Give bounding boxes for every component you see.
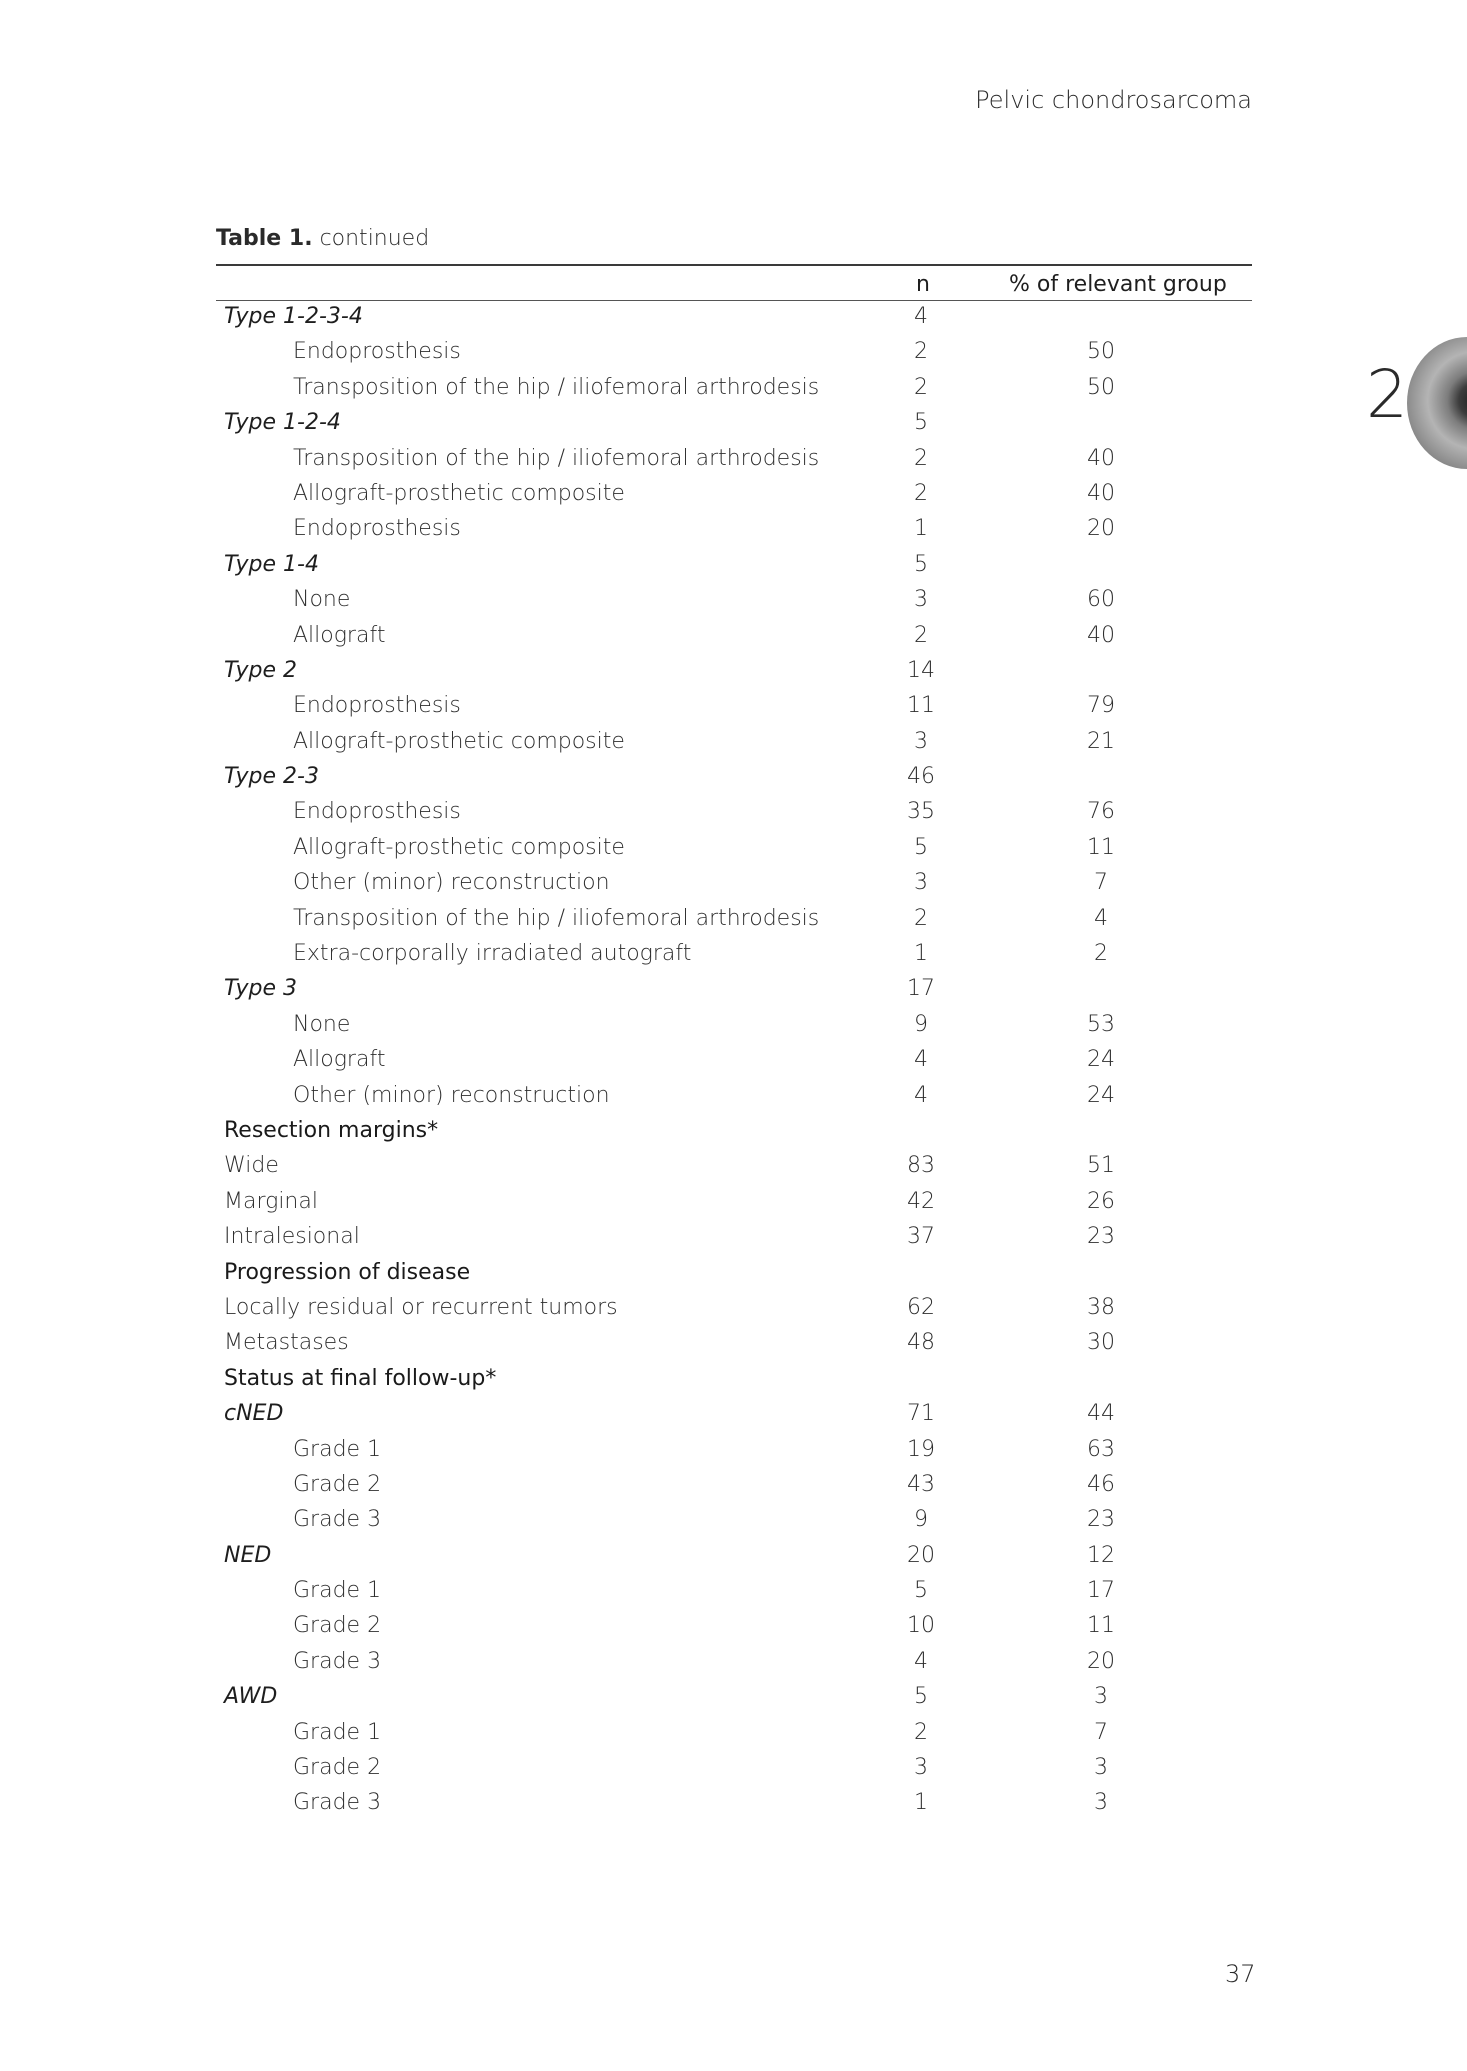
table-row	[216, 1646, 1252, 1681]
table-row	[216, 726, 1252, 761]
row-n-value: 48	[907, 1330, 935, 1356]
row-n-value: 2	[914, 374, 928, 400]
row-n-value: 4	[914, 1047, 928, 1073]
table-row	[216, 1434, 1252, 1469]
row-n-value: 2	[914, 905, 928, 931]
row-label: Type 1-4	[224, 551, 319, 577]
row-n-value: 2	[914, 1719, 928, 1745]
row-n-value: 2	[914, 445, 928, 471]
row-percent-value: 3	[1094, 1684, 1108, 1710]
row-n-value: 9	[914, 1507, 928, 1533]
row-percent-value: 7	[1094, 870, 1108, 896]
row-n-value: 42	[907, 1188, 935, 1214]
row-percent-value: 60	[1087, 587, 1115, 613]
column-header-percent: % of relevant group	[1009, 272, 1227, 297]
row-percent-value: 63	[1087, 1436, 1115, 1462]
table-row	[216, 1787, 1252, 1822]
row-n-value: 62	[907, 1294, 935, 1320]
row-percent-value: 3	[1094, 1755, 1108, 1781]
row-label: Transposition of the hip / iliofemoral arthrodesis	[293, 905, 820, 931]
row-label: Grade 2	[293, 1471, 382, 1497]
table-row	[216, 1044, 1252, 1079]
table-row	[216, 513, 1252, 548]
table-row	[216, 938, 1252, 973]
row-n-value: 9	[914, 1011, 928, 1037]
row-n-value: 19	[907, 1436, 935, 1462]
row-label: Other (minor) reconstruction	[293, 870, 610, 896]
row-n-value: 35	[907, 799, 935, 825]
table-row	[216, 796, 1252, 831]
row-n-value: 83	[907, 1153, 935, 1179]
row-n-value: 3	[914, 587, 928, 613]
row-percent-value: 11	[1087, 834, 1115, 860]
row-percent-value: 24	[1087, 1082, 1115, 1108]
row-label: Status at final follow-up*	[224, 1365, 497, 1391]
row-percent-value: 2	[1094, 941, 1108, 967]
table-row	[216, 584, 1252, 619]
table-row	[216, 1257, 1252, 1292]
row-n-value: 46	[907, 764, 935, 790]
row-percent-value: 24	[1087, 1047, 1115, 1073]
page-number: 37	[1225, 1960, 1256, 1988]
table-row	[216, 620, 1252, 655]
row-label: Type 2-3	[224, 764, 319, 790]
row-n-value: 2	[914, 339, 928, 365]
data-table	[216, 264, 1252, 1823]
row-percent-value: 23	[1087, 1507, 1115, 1533]
row-n-value: 5	[914, 834, 928, 860]
row-percent-value: 46	[1087, 1471, 1115, 1497]
row-n-value: 5	[914, 410, 928, 436]
row-label: Endoprosthesis	[293, 339, 461, 365]
table-row	[216, 761, 1252, 796]
table-row	[216, 655, 1252, 690]
row-n-value: 71	[907, 1401, 935, 1427]
row-n-value: 5	[914, 1578, 928, 1604]
row-n-value: 2	[914, 622, 928, 648]
row-percent-value: 51	[1087, 1153, 1115, 1179]
table-row	[216, 478, 1252, 513]
row-percent-value: 11	[1087, 1613, 1115, 1639]
row-label: Endoprosthesis	[293, 516, 461, 542]
table-row	[216, 1469, 1252, 1504]
row-label: Other (minor) reconstruction	[293, 1082, 610, 1108]
row-percent-value: 76	[1087, 799, 1115, 825]
row-label: Grade 3	[293, 1507, 382, 1533]
row-label: NED	[224, 1542, 272, 1568]
table-row	[216, 336, 1252, 371]
row-percent-value: 3	[1094, 1790, 1108, 1816]
row-n-value: 2	[914, 480, 928, 506]
table-row	[216, 690, 1252, 725]
table-row	[216, 1292, 1252, 1327]
row-n-value: 4	[914, 304, 928, 329]
table-row	[216, 1717, 1252, 1752]
table-row	[216, 832, 1252, 867]
row-percent-value: 50	[1087, 339, 1115, 365]
table-row	[216, 1504, 1252, 1539]
row-percent-value: 50	[1087, 374, 1115, 400]
row-label: None	[293, 1011, 351, 1037]
table-row	[216, 1398, 1252, 1433]
row-percent-value: 40	[1087, 445, 1115, 471]
row-label: Type 1-2-3-4	[224, 304, 363, 329]
table-row	[216, 867, 1252, 902]
row-percent-value: 40	[1087, 480, 1115, 506]
table-row	[216, 372, 1252, 407]
row-label: Type 2	[224, 657, 298, 683]
row-n-value: 14	[907, 657, 935, 683]
row-n-value: 17	[907, 976, 935, 1002]
table-row	[216, 407, 1252, 442]
row-n-value: 43	[907, 1471, 935, 1497]
row-percent-value: 38	[1087, 1294, 1115, 1320]
row-label: Type 3	[224, 976, 298, 1002]
table-row	[216, 1752, 1252, 1787]
row-label: Allograft-prosthetic composite	[293, 480, 625, 506]
row-percent-value: 21	[1087, 728, 1115, 754]
row-percent-value: 4	[1094, 905, 1108, 931]
table-row	[216, 1115, 1252, 1150]
row-n-value: 5	[914, 551, 928, 577]
row-percent-value: 7	[1094, 1719, 1108, 1745]
row-label: Marginal	[224, 1188, 318, 1214]
row-label: Allograft-prosthetic composite	[293, 728, 625, 754]
row-label: Allograft	[293, 1047, 386, 1073]
row-label: Grade 1	[293, 1436, 382, 1462]
row-n-value: 3	[914, 728, 928, 754]
row-percent-value: 23	[1087, 1224, 1115, 1250]
row-percent-value: 53	[1087, 1011, 1115, 1037]
row-label: Extra-corporally irradiated autograft	[293, 941, 692, 967]
table-row	[216, 549, 1252, 584]
table-row	[216, 443, 1252, 478]
row-percent-value: 12	[1087, 1542, 1115, 1568]
table-caption	[216, 226, 429, 251]
table-row	[216, 301, 1252, 336]
running-title: Pelvic chondrosarcoma	[975, 86, 1252, 114]
table-row	[216, 903, 1252, 938]
row-label: Grade 2	[293, 1613, 382, 1639]
row-label: AWD	[224, 1684, 278, 1710]
table-row	[216, 1681, 1252, 1716]
row-n-value: 5	[914, 1684, 928, 1710]
row-label: None	[293, 587, 351, 613]
row-percent-value: 44	[1087, 1401, 1115, 1427]
row-label: Transposition of the hip / iliofemoral arthrodesis	[293, 374, 820, 400]
row-n-value: 4	[914, 1082, 928, 1108]
row-n-value: 4	[914, 1648, 928, 1674]
row-label: Grade 3	[293, 1790, 382, 1816]
row-percent-value: 79	[1087, 693, 1115, 719]
row-n-value: 3	[914, 1755, 928, 1781]
table-row	[216, 1150, 1252, 1185]
row-label: Intralesional	[224, 1224, 360, 1250]
row-percent-value: 20	[1087, 1648, 1115, 1674]
row-percent-value: 40	[1087, 622, 1115, 648]
table-row	[216, 973, 1252, 1008]
row-label: Grade 1	[293, 1578, 382, 1604]
table-row	[216, 1327, 1252, 1362]
chapter-number: 2	[1366, 356, 1408, 433]
table-row	[216, 1363, 1252, 1398]
row-n-value: 1	[914, 941, 928, 967]
row-label: Grade 3	[293, 1648, 382, 1674]
table-row	[216, 1221, 1252, 1256]
row-percent-value: 26	[1087, 1188, 1115, 1214]
row-percent-value: 30	[1087, 1330, 1115, 1356]
chapter-tab-thumb-icon	[1407, 337, 1467, 469]
row-label: Resection margins*	[224, 1117, 439, 1143]
row-label: Endoprosthesis	[293, 799, 461, 825]
table-caption-text: continued	[319, 226, 430, 251]
row-label: Wide	[224, 1153, 279, 1179]
row-n-value: 1	[914, 516, 928, 542]
table-row	[216, 1009, 1252, 1044]
row-label: Metastases	[224, 1330, 349, 1356]
row-label: Grade 2	[293, 1755, 382, 1781]
row-n-value: 10	[907, 1613, 935, 1639]
row-label: cNED	[224, 1401, 284, 1427]
row-label: Allograft-prosthetic composite	[293, 834, 625, 860]
row-percent-value: 20	[1087, 516, 1115, 542]
row-label: Grade 1	[293, 1719, 382, 1745]
row-label: Allograft	[293, 622, 386, 648]
table-body	[216, 301, 1252, 1823]
row-label: Locally residual or recurrent tumors	[224, 1294, 618, 1320]
column-header-n: n	[916, 272, 930, 297]
row-label: Transposition of the hip / iliofemoral arthrodesis	[293, 445, 820, 471]
row-label: Type 1-2-4	[224, 410, 341, 436]
row-n-value: 3	[914, 870, 928, 896]
row-percent-value: 17	[1087, 1578, 1115, 1604]
row-label: Endoprosthesis	[293, 693, 461, 719]
row-label: Progression of disease	[224, 1259, 471, 1285]
table-row	[216, 1540, 1252, 1575]
table-header-row	[216, 266, 1252, 300]
table-row	[216, 1575, 1252, 1610]
table-row	[216, 1610, 1252, 1645]
row-n-value: 11	[907, 693, 935, 719]
row-n-value: 1	[914, 1790, 928, 1816]
row-n-value: 37	[907, 1224, 935, 1250]
table-row	[216, 1080, 1252, 1115]
table-row	[216, 1186, 1252, 1221]
table-caption-label: Table 1.	[216, 226, 313, 251]
row-n-value: 20	[907, 1542, 935, 1568]
